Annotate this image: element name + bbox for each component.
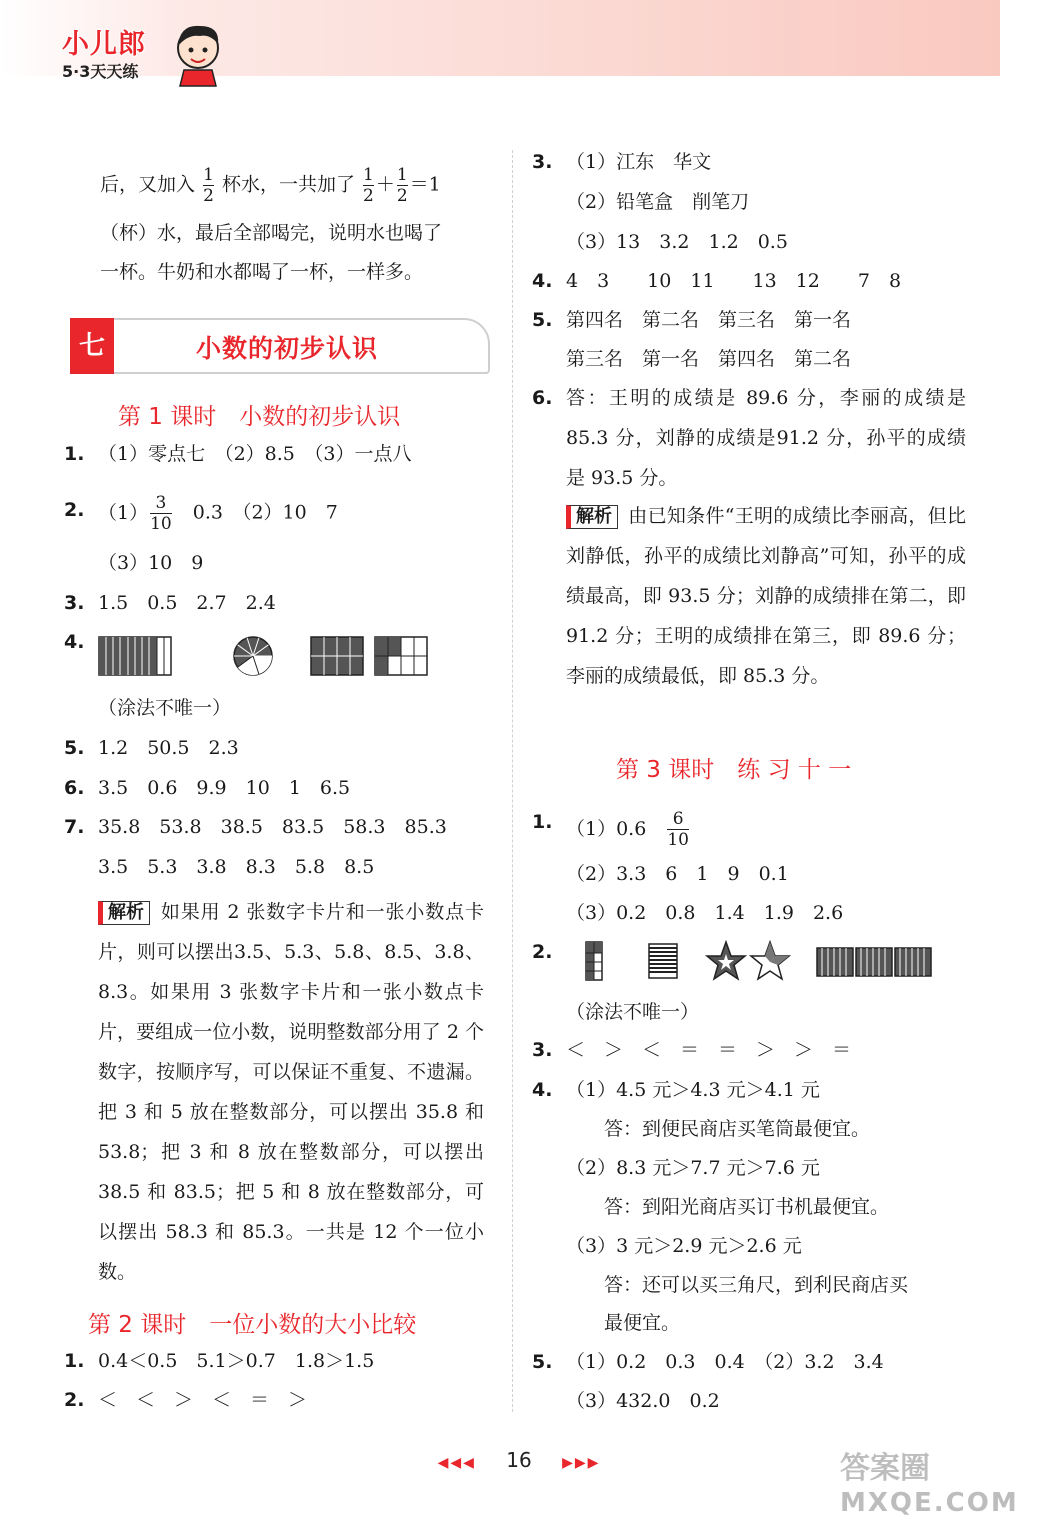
answer-6: 6. 3.5 0.6 9.9 10 1 6.5 [64, 777, 351, 799]
fraction-half: $\frac{1}{2}$ [396, 165, 408, 206]
q4-figures [98, 636, 438, 678]
l3q2-figures [584, 940, 936, 984]
watermark-logo: 答案圈 [840, 1451, 930, 1486]
shaded-strip-icon [99, 637, 171, 675]
jiexi-label: 解析 [566, 505, 618, 529]
l3-answer-1-b: （2）3.3 6 1 9 0.1 [566, 863, 789, 885]
r-answer-6: 答：王明的成绩是 89.6 分，李丽的成绩是 85.3 分，刘静的成绩是91.2 分，孙平的成绩是 93.5 分。 [566, 387, 966, 489]
r-answer-3-c: （3）13 3.2 1.2 0.5 [566, 231, 788, 253]
answer-7-b: 3.5 5.3 3.8 8.3 5.8 8.5 [98, 856, 375, 878]
l3-answer-4-c: （3）3 元＞2.9 元＞2.6 元 [566, 1235, 802, 1257]
l3-answer-2-note: （涂法不唯一） [566, 1001, 700, 1023]
r-answer-5-b: 第三名 第一名 第四名 第二名 [566, 348, 852, 370]
fraction-half: $\frac{1}{2}$ [363, 165, 374, 206]
intro-line-3: 一杯。牛奶和水都喝了一杯，一样多。 [100, 261, 424, 283]
answer-1: 1. （1）零点七 （2）8.5 （3）一点八 [64, 443, 412, 465]
l3-answer-4-c-ans1: 答：还可以买三角尺，到利民商店买 [604, 1274, 909, 1296]
brand-logo [62, 22, 146, 82]
intro-text-b: 杯水，一共加了 [221, 173, 355, 196]
star-icon [707, 942, 745, 979]
intro-line-2: （杯）水，最后全部喝完，说明水也喝了 [100, 222, 443, 244]
left-arrows-icon: ◀◀◀ [437, 1455, 476, 1471]
answer-2: 2. （1） $\frac{3}{10}$ 0.3 （2）10 7 [64, 493, 338, 534]
r-answer-3: 3. （1）江东 华文 [532, 151, 712, 173]
lesson2-answer-1: 1. 0.4＜0.5 5.1＞0.7 1.8＞1.5 [64, 1350, 375, 1372]
answer-3: 3. 1.5 0.5 2.7 2.4 [64, 592, 276, 614]
page-number: 16 [506, 1448, 532, 1472]
right-arrows-icon: ▶▶▶ [562, 1455, 601, 1471]
striped-bars-icon [817, 948, 931, 976]
lesson-3-title: 第 3 课时 练 习 十 一 [616, 757, 852, 783]
l3-answer-1: 1. （1）0.6 $\frac{6}{10}$ [532, 809, 689, 850]
brand-name: 小儿郎 [62, 29, 146, 60]
fraction-six-tenths: $\frac{6}{10}$ [667, 809, 689, 850]
fraction-three-tenths: $\frac{3}{10}$ [150, 493, 172, 534]
shaded-grid-icon [311, 637, 363, 675]
section-header [70, 318, 490, 374]
r-answer-3-b: （2）铅笔盒 削笔刀 [566, 191, 750, 213]
answer-7: 7. 35.8 53.8 38.5 83.5 58.3 85.3 [64, 816, 447, 838]
mascot-icon [170, 18, 226, 88]
watermark-url: MXQE.COM [840, 1488, 1019, 1518]
jiexi-right-text: 由已知条件“王明的成绩比李丽高，但比刘静低，孙平的成绩比刘静高”可知，孙平的成绩最高，即 93.5 分；刘静的成绩排在第二，即 91.2 分；王明的成绩排在第三，即 89.6 分；李丽的成绩最低，即 85.3 分。 [566, 505, 966, 687]
answer-2-3: （3）10 9 [98, 552, 204, 574]
r-answer-5: 5. 第四名 第二名 第三名 第一名 [532, 309, 852, 331]
shaded-circle-icon [234, 637, 272, 675]
l3-answer-5: 5. （1）0.2 0.3 0.4 （2）3.2 3.4 [532, 1351, 884, 1373]
l3-answer-5-b: （3）432.0 0.2 [566, 1390, 720, 1412]
header-band [0, 0, 1000, 76]
l3-answer-4-c-ans2: 最便宜。 [604, 1312, 681, 1334]
l3-answer-3: 3. ＜ ＞ ＜ ＝ ＝ ＞ ＞ ＝ [532, 1039, 852, 1061]
column-divider [512, 150, 513, 1412]
lesson-2-title: 第 2 课时 一位小数的大小比较 [88, 1312, 417, 1338]
lesson-1-title: 第 1 课时 小数的初步认识 [118, 404, 401, 430]
intro-text-a: 后，又加入 [100, 173, 196, 196]
l3-answer-4: 4. （1）4.5 元＞4.3 元＞4.1 元 [532, 1079, 820, 1101]
partial-grid-icon [375, 637, 427, 675]
series-name: 5·3天天练 [62, 62, 139, 81]
l3-answer-4-b: （2）8.3 元＞7.7 元＞7.6 元 [566, 1157, 820, 1179]
lesson2-answer-2: 2. ＜ ＜ ＞ ＜ ＝ ＞ [64, 1389, 308, 1411]
section-title: 小数的初步认识 [196, 334, 379, 363]
striped-box-icon [649, 944, 677, 978]
intro-line-1: 后，又加入 $\frac{1}{2}$ 杯水，一共加了 $\frac{1}{2}$ ＋ $\frac{1}{2}$ ＝1 [100, 165, 441, 206]
r-answer-4: 4. 4 3 10 11 13 12 7 8 [532, 270, 902, 292]
fraction-half: $\frac{1}{2}$ [203, 165, 214, 206]
watermark [840, 1452, 1019, 1520]
answer-5: 5. 1.2 50.5 2.3 [64, 737, 239, 759]
jiexi-right [566, 496, 966, 696]
jiexi-left [98, 892, 484, 1292]
l3-answer-4-a-ans: 答：到便民商店买笔筒最便宜。 [604, 1118, 871, 1140]
section-number: 七 [70, 318, 114, 374]
l3-answer-4-b-ans: 答：到阳光商店买订书机最便宜。 [604, 1196, 890, 1218]
column-grid-icon [586, 942, 602, 980]
star-icon [751, 942, 789, 979]
jiexi-label: 解析 [98, 901, 150, 925]
jiexi-left-text: 如果用 2 张数字卡片和一张小数点卡片，则可以摆出3.5、5.3、5.8、8.5、3.8、8.3。如果用 3 张数字卡片和一张小数点卡片，要组成一位小数，说明整数部分用了 2 个数字，按顺序写，可以保证不重复、不遗漏。把 3 和 5 放在整数部分，可以摆出 35.8 和 53.8；把 3 和 8 放在整数部分，可以摆出 38.5 和 83.5；把 5 和 8 放在整数部分，可以摆出 58.3 和 85.3。一共是 12 个一位小数。 [98, 901, 484, 1283]
intro-text-c: ＝1 [409, 173, 441, 196]
answer-4-note: （涂法不唯一） [98, 697, 232, 719]
l3-answer-1-c: （3）0.2 0.8 1.4 1.9 2.6 [566, 902, 844, 924]
